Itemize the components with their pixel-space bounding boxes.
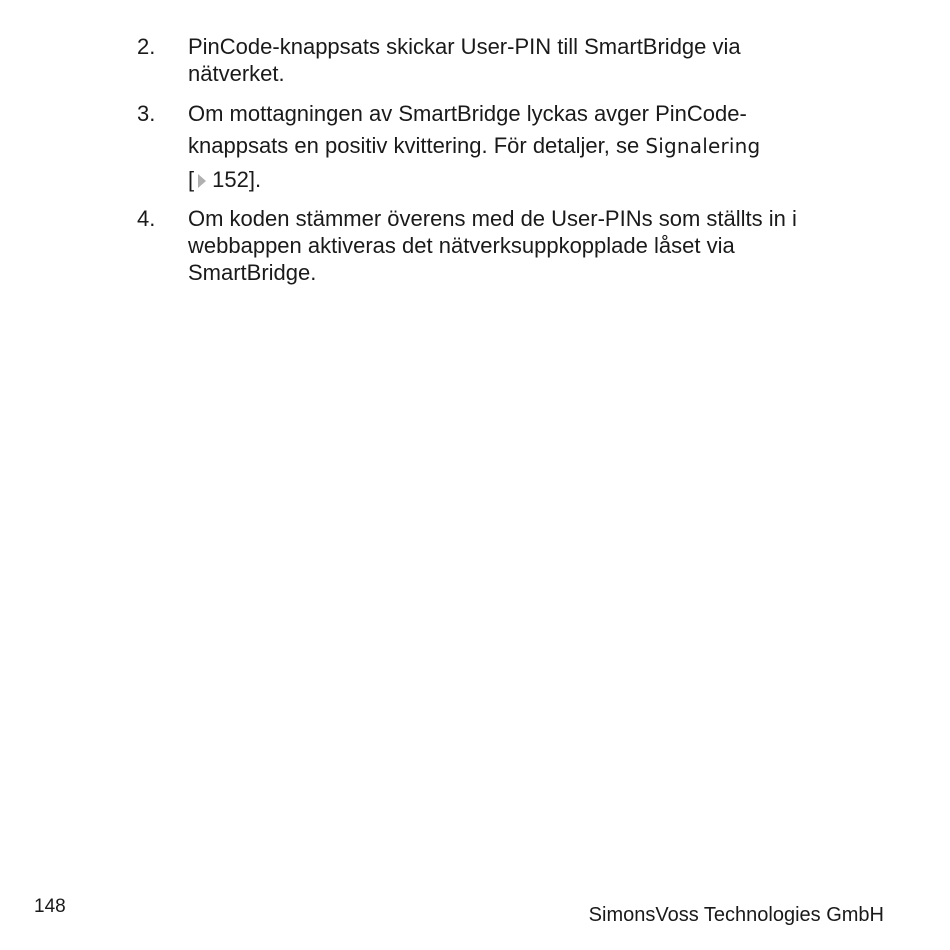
step-number: 2. (137, 34, 156, 59)
page-number: 148 (34, 896, 66, 917)
step-line: SmartBridge. (188, 260, 317, 285)
company-name: SimonsVoss Technologies GmbH (588, 904, 884, 926)
step-text (188, 33, 878, 87)
step-number: 4. (137, 206, 156, 231)
step-line (188, 132, 878, 160)
signalering-link[interactable]: Signalering (645, 134, 761, 158)
ref-open-bracket: [ (188, 167, 195, 192)
step-line-prefix: knappsats en positiv kvittering. För detaljer, se (188, 133, 646, 158)
step-line: Om koden stämmer överens med de User-PINs som ställts in i (188, 206, 797, 231)
ref-page-number: 152]. (212, 167, 262, 192)
step-line: nätverket. (188, 61, 285, 86)
step-line: webbappen aktiveras det nätverksuppkopplade låset via (188, 233, 735, 258)
step-line: PinCode-knappsats skickar User-PIN till SmartBridge via (188, 34, 741, 59)
step-number: 3. (137, 101, 156, 126)
step-text (188, 100, 878, 193)
arrow-icon (198, 174, 206, 188)
page-reference[interactable] (188, 166, 878, 193)
step-line: Om mottagningen av SmartBridge lyckas avger PinCode- (188, 101, 747, 126)
step-text (188, 205, 878, 286)
